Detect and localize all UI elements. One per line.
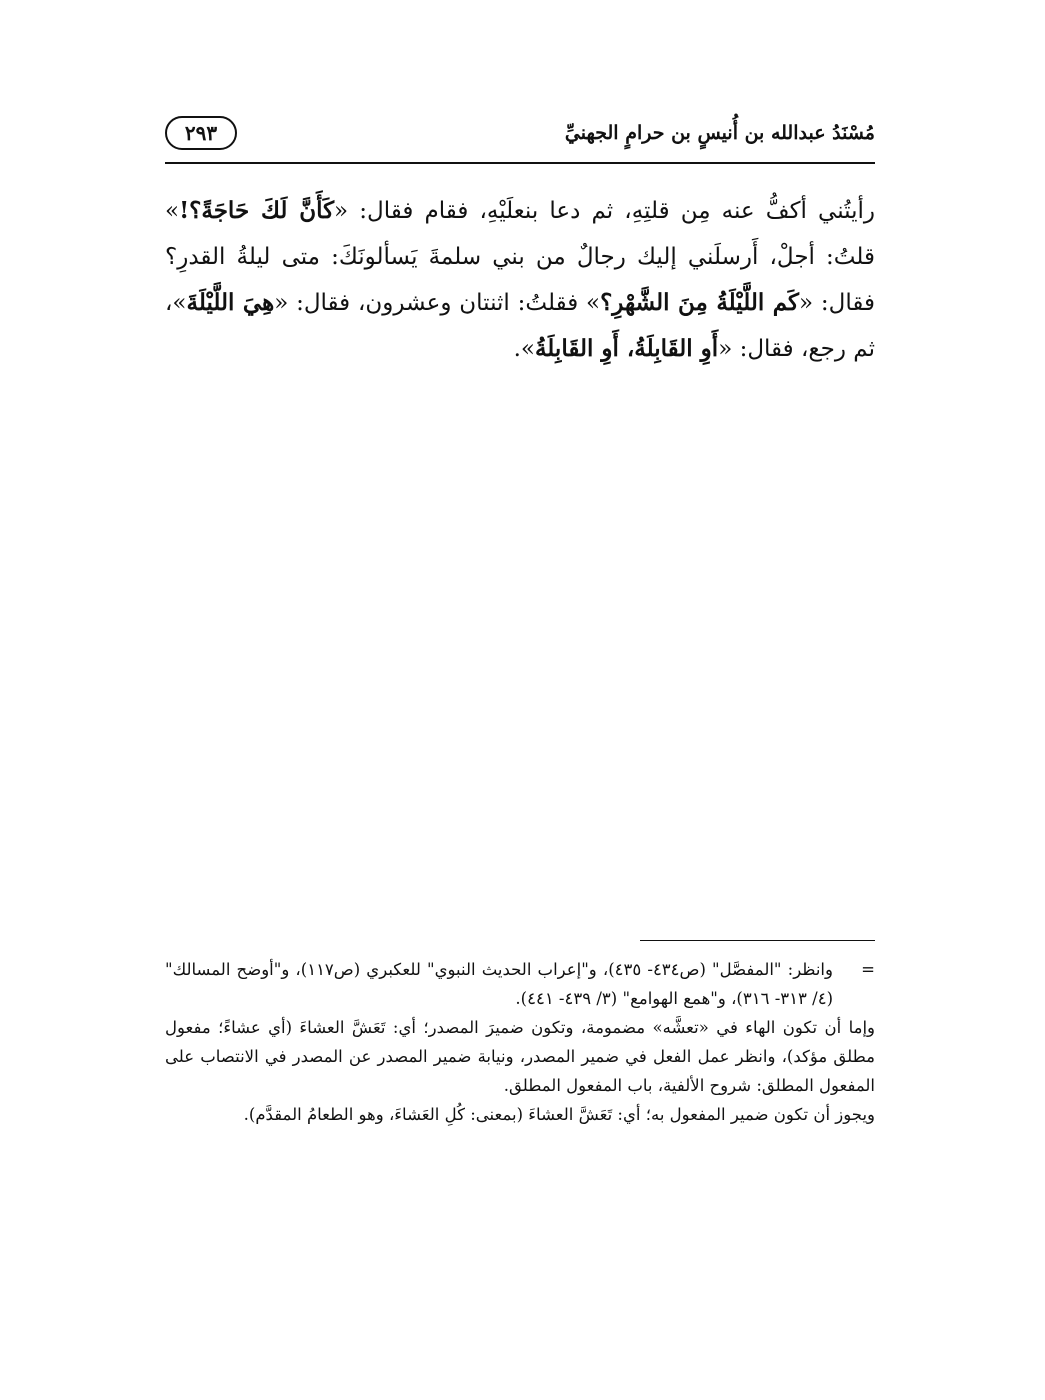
prophet-quote: أَوِ القَابِلَةُ، أَوِ القَابِلَةُ [534,335,719,362]
footnote-paragraph: ويجوز أن تكون ضمير المفعول به؛ أي: تَعَشَّ العشاءَ (بمعنى: كُلِ العَشاءَ، وهو الطعامُ المقدَّم). [243,1105,875,1124]
text-segment: » فقلتُ: اثنتان وعشرون، فقال: « [274,290,601,316]
prophet-quote: هِيَ اللَّيْلَةَ [186,289,275,316]
hadith-paragraph [165,188,875,372]
footnote-text: وانظر: "المفصَّل" (ص٤٣٤- ٤٣٥)، و"إعراب الحديث النبوي" للعكبري (ص١١٧)، و"أوضح المسالك" (٤/ ٣١٣- ٣١٦)، و"همع الهوامع" (٣/ ٤٣٩- ٤٤١). [165,960,833,1008]
prophet-quote: كَأَنَّ لَكَ حَاجَةً؟! [179,197,335,224]
main-text [165,188,875,372]
text-segment: » قلتُ: أجلْ، أَرسلَني إليك رجالٌ من بني سلمةَ يَسألونَكَ: متى ليلةُ القدرِ؟ فقال: « [165,198,875,316]
page-number-badge: ٢٩٣ [165,116,237,150]
text-segment: »، ثم رجع، فقال: « [165,290,875,362]
footnotes [165,955,875,1129]
page-header [165,112,875,162]
footnote-paragraph: وإما أن تكون الهاء في «تعشَّه» مضمومة، وتكون ضميرَ المصدر؛ أي: تَعَشَّ العشاءَ (أي عشاءً؛ مفعول مطلق مؤكد)، وانظر عمل الفعل في ضمير المصدر، ونيابة ضمير المصدر عن المصدر في الانتصاب على المفعول المطلق: شروح الألفية، باب المفعول المطلق. [165,1018,875,1095]
book-title: مُسْنَدُ عبدالله بن أُنيسٍ بن حرامٍ الجهنيِّ [564,122,875,144]
text-segment: ». [513,336,535,362]
prophet-quote: كَم اللَّيْلَةُ مِنَ الشَّهْرِ؟ [600,289,800,316]
text-segment: رأيتُني أكفُّ عنه مِن قلتِهِ، ثم دعا بنعلَيْهِ، فقام فقال: « [334,198,875,224]
footnote-continuation [165,955,875,1013]
header-divider [165,162,875,164]
footnote-divider [640,940,875,941]
continuation-mark: = [861,960,875,979]
